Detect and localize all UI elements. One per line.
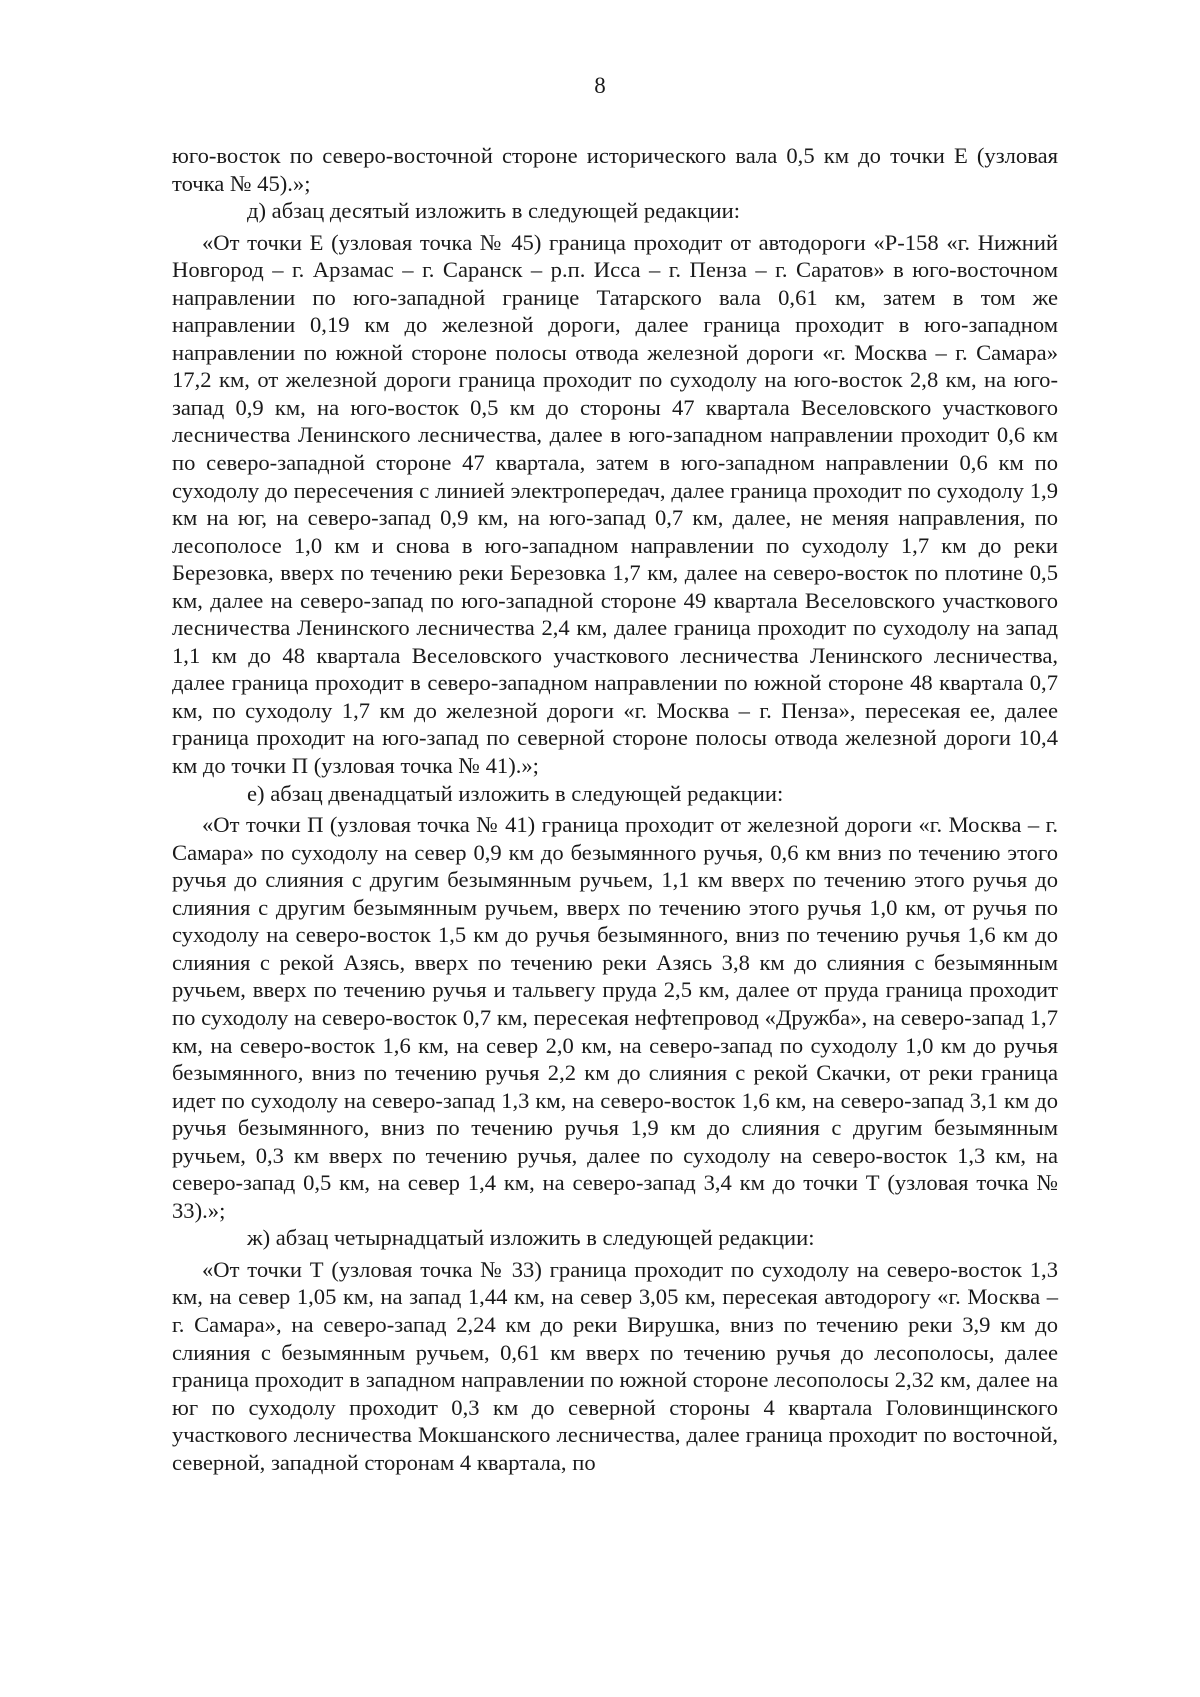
- page-number: 8: [594, 73, 606, 98]
- paragraph-continuation: юго-восток по северо-восточной стороне исторического вала 0,5 км до точки Е (узловая точка № 45).»;: [172, 143, 1058, 196]
- paragraph-instruction-zh: ж) абзац четырнадцатый изложить в следующей редакции:: [247, 1225, 815, 1251]
- document-body: [172, 142, 1058, 1476]
- paragraph-quote-point-t: «От точки Т (узловая точка № 33) граница проходит по суходолу на северо-восток 1,3 км, на север 1,05 км, на запад 1,44 км, на север 3,05 км, пересекая автодорогу «г. Москва – г. Самара», на северо-запад 2,24 км до реки Вирушка, вниз по течению реки 3,9 км до слияния с безымянным ручьем, 0,61 км вверх по течению ручья до лесополосы, далее граница проходит в западном направлении по южной стороне лесополосы 2,32 км, далее на юг по суходолу проходит 0,3 км до северной стороны 4 квартала Головинщинского участкового лесничества Мокшанского лесничества, далее граница проходит по восточной, северной, западной сторонам 4 квартала, по: [172, 1256, 1058, 1475]
- paragraph-quote-point-p: «От точки П (узловая точка № 41) граница проходит от железной дороги «г. Москва – г. Самара» по суходолу на север 0,9 км до безымянного ручья, 0,6 км вниз по течению этого ручья до слияния с другим безымянным ручьем, 1,1 км вверх по течению этого ручья до слияния с другим безымянным ручьем, вверх по течению этого ручья 1,0 км, от ручья по суходолу на северо-восток 1,5 км до ручья безымянного, вниз по течению ручья 1,6 км до слияния с рекой Азясь, вверх по течению реки Азясь 3,8 км до слияния с безымянным ручьем, вверх по течению ручья и тальвегу пруда 2,5 км, далее от пруда граница проходит по суходолу на северо-восток 0,7 км, пересекая нефтепровод «Дружба», на северо-запад 1,7 км, на северо-восток 1,6 км, на север 2,0 км, на северо-запад по суходолу 1,0 км до ручья безымянного, вниз по течению ручья 2,2 км до слияния с рекой Скачки, от реки граница идет по суходолу на северо-запад 1,3 км, на северо-восток 1,6 км, на северо-запад 3,1 км до ручья безымянного, вниз по течению ручья 1,9 км до слияния с другим безымянным ручьем, 0,3 км вверх по течению ручья, далее по суходолу на северо-восток 1,3 км, на северо-запад 0,5 км, на север 1,4 км, на северо-запад 3,4 км до точки Т (узловая точка № 33).»;: [172, 812, 1058, 1223]
- paragraph-instruction-e: е) абзац двенадцатый изложить в следующей редакции:: [247, 780, 784, 806]
- paragraph-quote-point-e: «От точки Е (узловая точка № 45) граница проходит от автодороги «Р-158 «г. Нижний Новгород – г. Арзамас – г. Саранск – р.п. Исса – г. Пенза – г. Саратов» в юго-восточном направлении по юго-западной границе Татарского вала 0,61 км, затем в том же направлении 0,19 км до железной дороги, далее граница проходит в юго-западном направлении по южной стороне полосы отвода железной дороги «г. Москва – г. Самара» 17,2 км, от железной дороги граница проходит по суходолу на юго-восток 2,8 км, на юго-запад 0,9 км, на юго-восток 0,5 км до стороны 47 квартала Веселовского участкового лесничества Ленинского лесничества, далее в юго-западном направлении проходит 0,6 км по северо-западной стороне 47 квартала, затем в юго-западном направлении 0,6 км по суходолу до пересечения с линией электропередач, далее граница проходит по суходолу 1,9 км на юг, на северо-запад 0,9 км, на юго-запад 0,7 км, далее, не меняя направления, по лесополосе 1,0 км и снова в юго-западном направлении по суходолу 1,7 км до реки Березовка, вверх по течению реки Березовка 1,7 км, далее на северо-восток по плотине 0,5 км, далее на северо-запад по юго-западной стороне 49 квартала Веселовского участкового лесничества Ленинского лесничества 2,4 км, далее граница проходит по суходолу на запад 1,1 км до 48 квартала Веселовского участкового лесничества Ленинского лесничества, далее граница проходит в северо-западном направлении по южной стороне 48 квартала 0,7 км, по суходолу 1,7 км до железной дороги «г. Москва – г. Пенза», пересекая ее, далее граница проходит на юго-запад по северной стороне полосы отвода железной дороги 10,4 км до точки П (узловая точка № 41).»;: [172, 229, 1058, 779]
- paragraph-instruction-d: д) абзац десятый изложить в следующей редакции:: [247, 198, 741, 224]
